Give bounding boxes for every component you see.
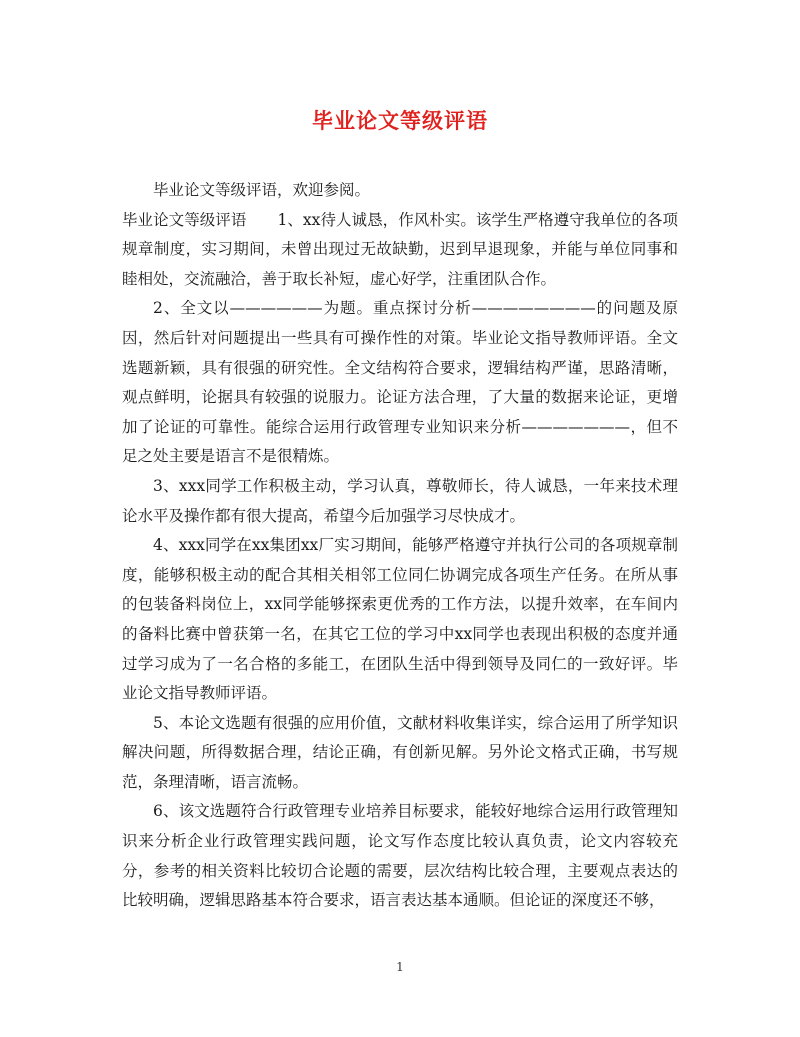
document-title: 毕业论文等级评语 [312,108,488,133]
paragraph-3: 3、xxx同学工作积极主动，学习认真，尊敬师长，待人诚恳，一年来技术理论水平及操作都有很大提高，希望今后加强学习尽快成才。 [122,476,678,525]
paragraph-4: 4、xxx同学在xx集团xx厂实习期间，能够严格遵守并执行公司的各项规章制度，能够积极主动的配合其相关相邻工位同仁协调完成各项生产任务。在所从事的包装备料岗位上，xx同学能够探索更优秀的工作方法，以提升效率，在车间内的备料比赛中曾获第一名，在其它工位的学习中xx同学也表现出积极的态度并通过学习成为了一名合格的多能工，在团队生活中得到领导及同仁的一致好评。毕业论文指导教师评语。 [122,536,678,703]
page-number: 1 [396,960,404,974]
paragraph-2: 2、全文以——————为题。重点探讨分析————————的问题及原因，然后针对问题提出一些具有可操作性的对策。毕业论文指导教师评语。全文选题新颖，具有很强的研究性。全文结构符合要求，逻辑结构严谨，思路清晰，观点鲜明，论据具有较强的说服力。论证方法合理，了大量的数据来论证，更增加了论证的可靠性。能综合运用行政管理专业知识来分析———————，但不足之处主要是语言不是很精炼。 [122,299,678,466]
paragraph-6: 6、该文选题符合行政管理专业培养目标要求，能较好地综合运用行政管理知识来分析企业行政管理实践问题，论文写作态度比较认真负责，论文内容较充分，参考的相关资料比较切合论题的需要，层次结构比较合理，主要观点表达的比较明确，逻辑思路基本符合要求，语言表达基本通顺。但论证的深度还不够， [122,802,678,910]
paragraph-1: 毕业论文等级评语 1、xx待人诚恳，作风朴实。该学生严格遵守我单位的各项规章制度，实习期间，未曾出现过无故缺勤，迟到早退现象，并能与单位同事和睦相处，交流融洽，善于取长补短，虚心好学，注重团队合作。 [122,210,678,288]
document-body [122,176,678,916]
paragraph-5: 5、本论文选题有很强的应用价值，文献材料收集详实，综合运用了所学知识解决问题，所得数据合理，结论正确，有创新见解。另外论文格式正确，书写规范，条理清晰，语言流畅。 [122,713,678,791]
paragraph-intro: 毕业论文等级评语，欢迎参阅。 [153,181,371,199]
